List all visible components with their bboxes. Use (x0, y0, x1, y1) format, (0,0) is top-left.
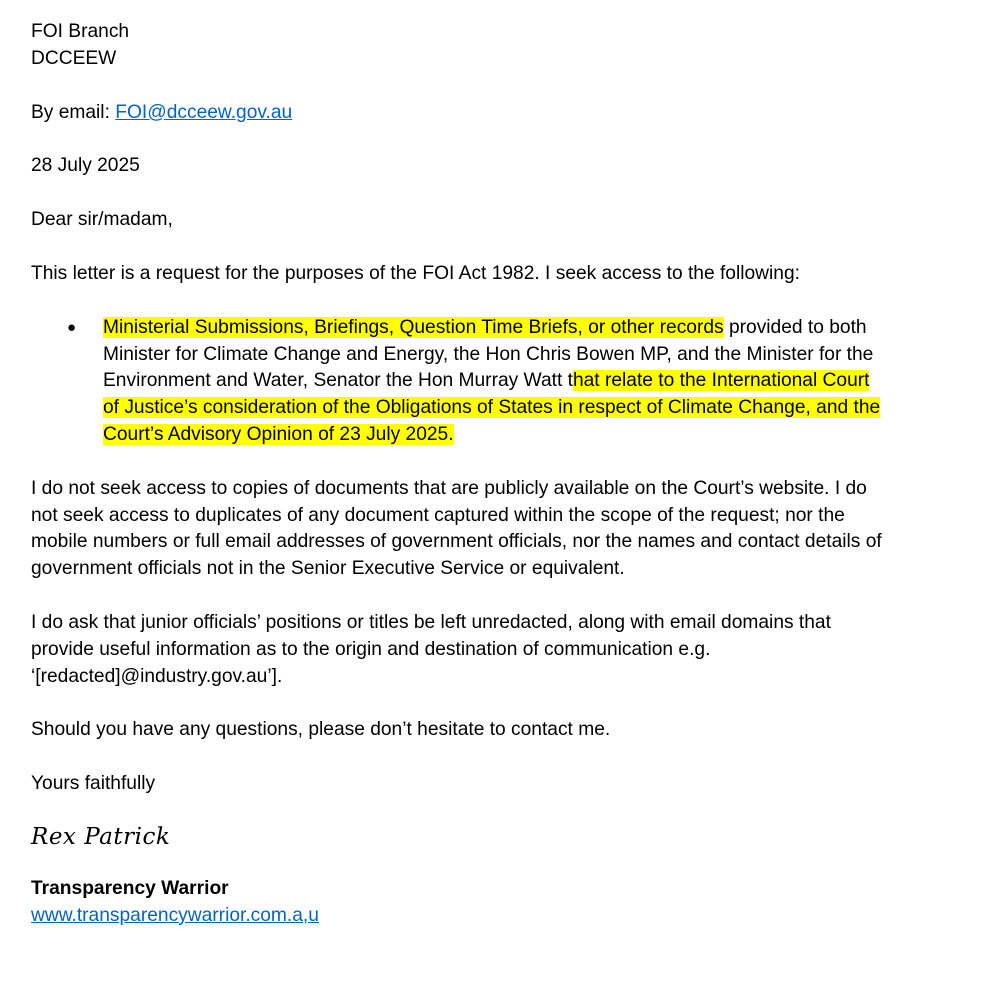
email-link[interactable]: FOI@dcceew.gov.au (115, 101, 293, 123)
exclusions-line: mobile numbers or full email addresses of government officials, nor the names and contact details of (31, 531, 882, 553)
sender-details (31, 876, 951, 930)
recipient-line-2: DCCEEW (31, 47, 117, 69)
salutation: Dear sir/madam, (31, 209, 173, 231)
exclusions-line: not seek access to duplicates of any document captured within the scope of the request; nor the (31, 504, 845, 526)
request-highlight-4: Court’s Advisory Opinion of 23 July 2025. (103, 423, 454, 445)
request-plain-2: Minister for Climate Change and Energy, the Hon Chris Bowen MP, and the Minister for the (103, 343, 874, 365)
email-line (31, 100, 951, 127)
request-highlight-2: hat relate to the International Court (572, 370, 870, 392)
recipient-address (31, 19, 951, 73)
request-plain-3: Environment and Water, Senator the Hon Murray Watt t (103, 370, 573, 392)
exclusions-paragraph (31, 476, 951, 583)
bullet-icon: ● (67, 318, 77, 336)
redaction-line: provide useful information as to the origin and destination of communication e.g. (31, 638, 711, 660)
request-item (31, 315, 951, 449)
exclusions-line: I do not seek access to copies of documents that are publicly available on the Court’s website. I do (31, 477, 867, 499)
organisation-name: Transparency Warrior (31, 877, 229, 899)
redaction-line: ‘[redacted]@industry.gov.au’]. (31, 665, 283, 687)
email-prefix: By email: (31, 101, 116, 123)
redaction-line: I do ask that junior officials’ positions or titles be left unredacted, along with email domains that (31, 611, 831, 633)
closing: Yours faithfully (31, 773, 156, 795)
signature: Rex Patrick (31, 823, 171, 850)
questions-paragraph: Should you have any questions, please don’t hesitate to contact me. (31, 719, 611, 741)
request-highlight-1: Ministerial Submissions, Briefings, Question Time Briefs, or other records (103, 316, 724, 338)
request-highlight-3: of Justice’s consideration of the Obligations of States in respect of Climate Change, and the (103, 397, 881, 419)
exclusions-line: government officials not in the Senior Executive Service or equivalent. (31, 558, 625, 580)
letter-page (31, 19, 951, 930)
letter-date: 28 July 2025 (31, 155, 140, 177)
request-plain-1: provided to both (723, 316, 867, 338)
recipient-line-1: FOI Branch (31, 21, 130, 42)
website-link[interactable]: www.transparencywarrior.com.a,u (31, 904, 319, 926)
intro-paragraph: This letter is a request for the purposes of the FOI Act 1982. I seek access to the following: (31, 262, 800, 284)
redaction-paragraph (31, 610, 951, 690)
